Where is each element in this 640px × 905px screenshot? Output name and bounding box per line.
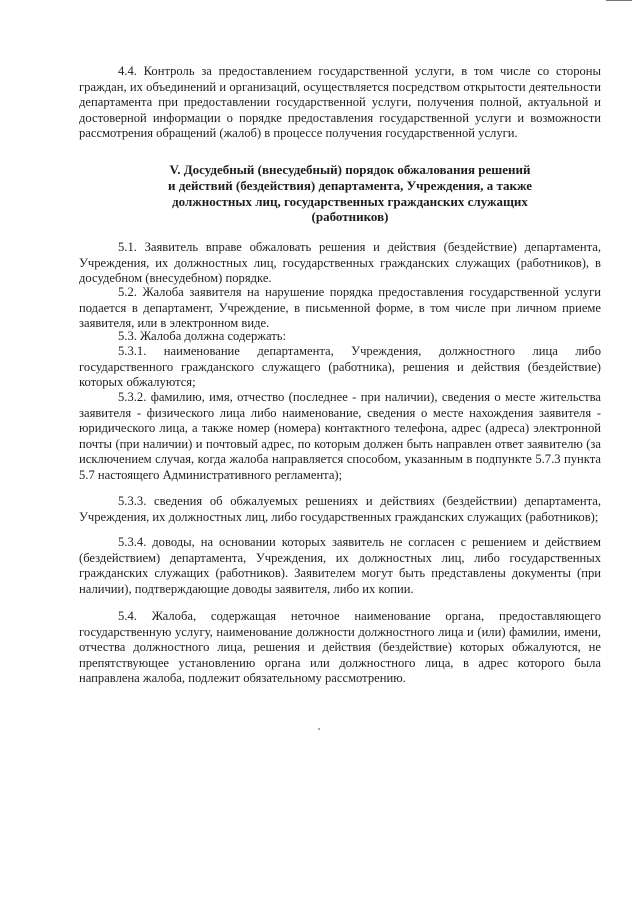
paragraph-5-3: 5.3. Жалоба должна содержать: <box>118 329 286 343</box>
heading-line-4: (работников) <box>311 209 389 225</box>
heading-line-3: должностных лиц, государственных гражданских служащих <box>172 193 528 209</box>
section-v-heading <box>130 162 570 225</box>
paragraph-5-3-3: 5.3.3. сведения об обжалуемых решениях и действиях (бездействии) департамента, Учреждения, их должностных лиц, либо государственных гражданских служащих (работников); <box>79 494 601 524</box>
scan-speck <box>318 728 320 730</box>
heading-line-2: и действий (бездействия) департамента, Учреждения, а также <box>167 177 533 193</box>
paragraph-5-2: 5.2. Жалоба заявителя на нарушение порядка предоставления государственной услуги подается в департамент, Учреждение, в письменной форме, в том числе при личном приеме заявителя, или в электронном виде. <box>79 285 601 331</box>
paragraph-4-4: 4.4. Контроль за предоставлением государственной услуги, в том числе со стороны граждан, их объединений и организаций, осуществляется посредством открытости деятельности департамента при предоставлении государственной услуги, получения полной, актуальной и достоверной информации о порядке предоставления государственной услуги и возможности рассмотрения обращений (жалоб) в процессе получения государственной услуги. <box>79 64 601 141</box>
paragraph-5-3-4: 5.3.4. доводы, на основании которых заявитель не согласен с решением и действием (бездействием) департамента, Учреждения, их должностных лиц, либо государственных гражданских служащих (работников). Заявителем могут быть представлены документы (при наличии), подтверждающие доводы заявителя, либо их копии. <box>79 535 601 596</box>
heading-line-1: V. Досудебный (внесудебный) порядок обжалования решений <box>169 162 531 177</box>
paragraph-5-4: 5.4. Жалоба, содержащая неточное наименование органа, предоставляющего государственную услугу, наименование должности должностного лица и (или) фамилии, имени, отчества должностного лица, решения и действия (бездействие) которых обжалуются, не препятствующее установлению органа или должностного лица, в адрес которого была направлена жалоба, подлежит обязательному рассмотрению. <box>79 609 601 686</box>
scan-edge-mark <box>606 0 632 3</box>
paragraph-5-3-1: 5.3.1. наименование департамента, Учреждения, должностного лица либо государственного гражданского служащего (работника), решения и действия (бездействие) которых обжалуются; <box>79 344 601 390</box>
paragraph-5-1: 5.1. Заявитель вправе обжаловать решения и действия (бездействие) департамента, Учреждения, их должностных лиц, государственных гражданских служащих (работников), в досудебном (внесудебном) порядке. <box>79 240 601 286</box>
paragraph-5-3-2: 5.3.2. фамилию, имя, отчество (последнее - при наличии), сведения о месте жительства заявителя - физического лица либо наименование, сведения о месте нахождения заявителя - юридического лица, а также номер (номера) контактного телефона, адрес (адреса) электронной почты (при наличии) и почтовый адрес, по которым должен быть направлен ответ заявителю (за исключением случая, когда жалоба направляется способом, указанным в подпункте 5.7.3 пункта 5.7 настоящего Административного регламента); <box>79 390 601 482</box>
